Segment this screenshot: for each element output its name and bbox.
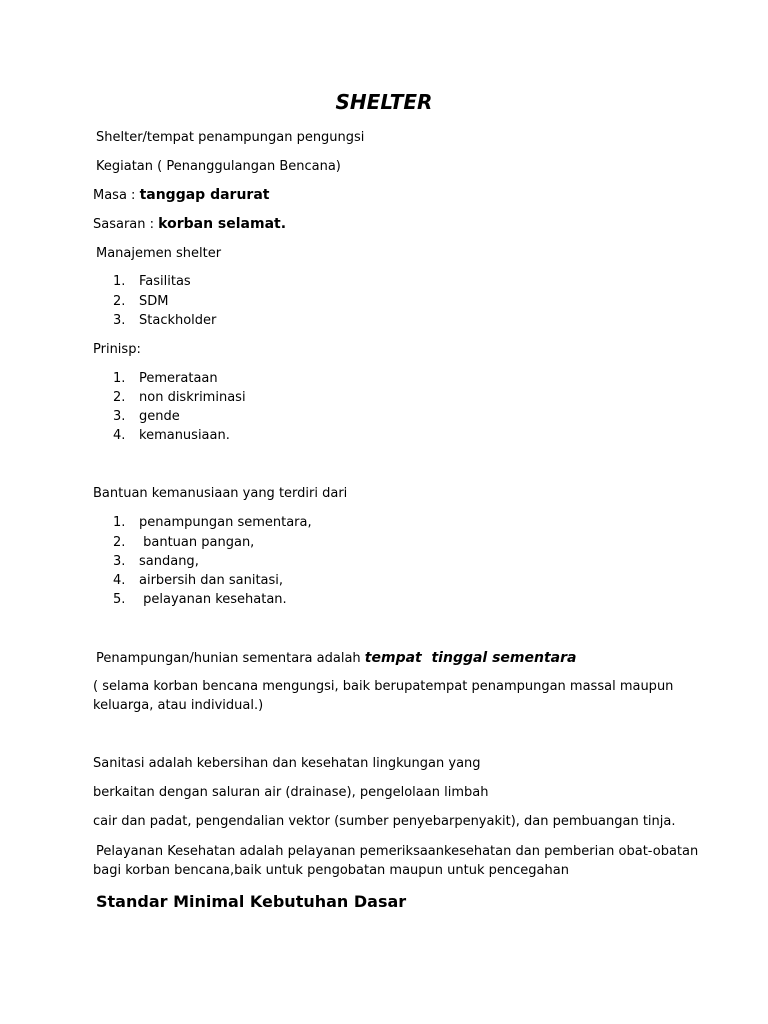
paragraph-sanitasi-line-2: berkaitan dengan saluran air (drainase), pengelolaan limbah [93,785,489,800]
list-item [113,409,180,425]
list-text: SDM [139,294,169,309]
list-number: 1. [113,371,126,386]
paragraph-pelayanan-line-2: bagi korban bencana,baik untuk pengobatan maupun untuk pencegahan [93,863,569,878]
list-item [113,515,312,531]
list-item [113,371,218,387]
paragraph-kegiatan: Kegiatan ( Penanggulangan Bencana) [96,159,341,174]
paragraph-masa [93,187,269,204]
sasaran-label: Sasaran : [93,217,159,232]
prinsip-heading: Prinisp: [93,342,141,357]
list-text: kemanusiaan. [139,428,230,443]
list-item [113,554,199,570]
list-item [113,592,287,608]
paragraph-sasaran [93,216,286,233]
list-text: airbersih dan sanitasi, [139,573,284,588]
penampungan-text: Penampungan/hunian sementara adalah [96,651,365,666]
standar-heading: Standar Minimal Kebutuhan Dasar [96,892,407,911]
bantuan-heading: Bantuan kemanusiaan yang terdiri dari [93,486,348,501]
list-number: 3. [113,554,126,569]
list-number: 2. [113,535,126,550]
list-text: pelayanan kesehatan. [139,592,287,607]
list-item [113,573,283,589]
list-item [113,428,230,444]
list-number: 2. [113,390,126,405]
masa-label: Masa : [93,188,140,203]
paragraph-shelter: Shelter/tempat penampungan pengungsi [96,130,365,145]
list-number: 1. [113,515,126,530]
list-number: 3. [113,313,126,328]
list-text: Fasilitas [139,274,191,289]
list-number: 4. [113,573,126,588]
list-number: 2. [113,294,126,309]
list-item [113,535,254,551]
list-number: 5. [113,592,126,607]
list-item [113,390,246,406]
list-text: gende [139,409,180,424]
paragraph-penampungan [96,650,576,667]
manajemen-heading: Manajemen shelter [96,246,222,261]
list-number: 4. [113,428,126,443]
list-number: 1. [113,274,126,289]
list-text: Pemerataan [139,371,218,386]
paragraph-selama-line-1: ( selama korban bencana mengungsi, baik berupatempat penampungan massal maupun [93,679,674,694]
list-text: Stackholder [139,313,217,328]
list-text: bantuan pangan, [139,535,255,550]
penampungan-emphasis: tempat tinggal sementara [364,650,577,666]
list-number: 3. [113,409,126,424]
paragraph-selama-line-2: keluarga, atau individual.) [93,698,264,713]
list-text: sandang, [139,554,199,569]
list-item [113,294,168,310]
paragraph-sanitasi-line-3: cair dan padat, pengendalian vektor (sumber penyebarpenyakit), dan pembuangan tinja. [93,814,676,829]
list-item [113,274,191,290]
list-text: non diskriminasi [139,390,246,405]
list-item [113,313,216,329]
sasaran-value: korban selamat. [158,216,287,232]
paragraph-sanitasi-line-1: Sanitasi adalah kebersihan dan kesehatan lingkungan yang [93,756,481,771]
paragraph-pelayanan-line-1: Pelayanan Kesehatan adalah pelayanan pemeriksaankesehatan dan pemberian obat-obatan [96,844,699,859]
masa-value: tanggap darurat [139,187,270,203]
list-text: penampungan sementara, [139,515,312,530]
document-title: SHELTER [335,90,433,114]
